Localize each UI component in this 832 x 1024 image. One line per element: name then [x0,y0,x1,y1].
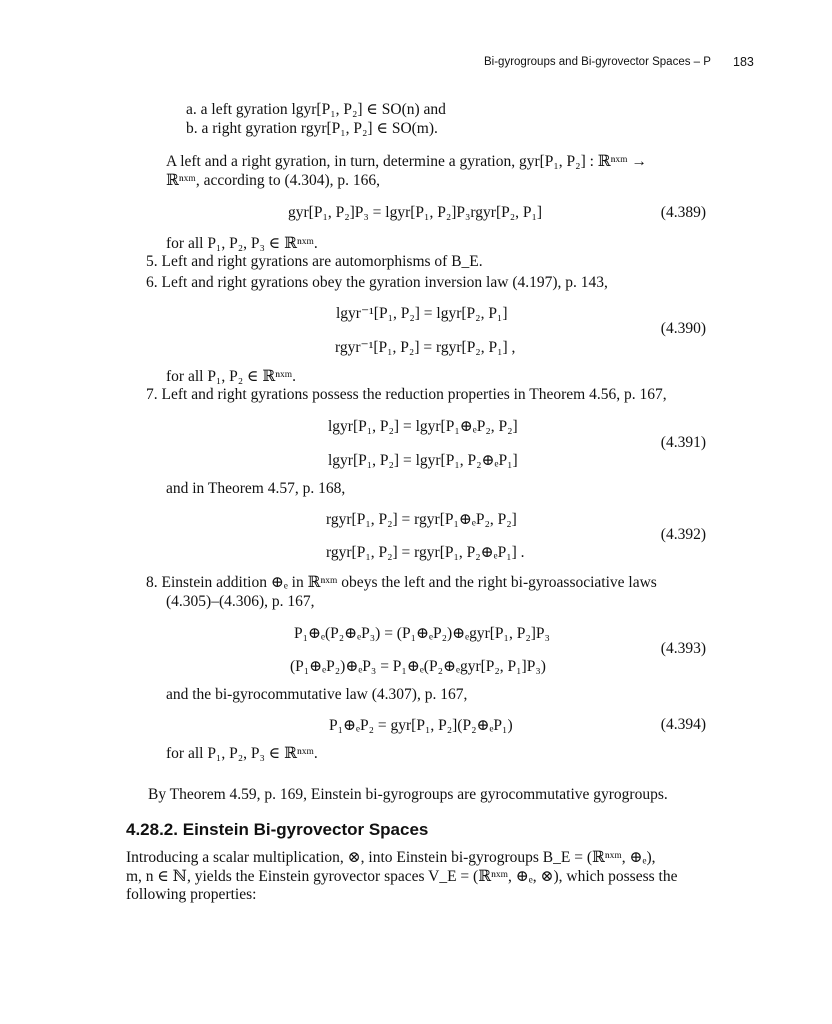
equation-4-393-line1: P₁⊕ₑ(P₂⊕ₑP₃) = (P₁⊕ₑP₂)⊕ₑgyr[P₁, P₂]P₃ [294,625,550,642]
equation-4-392-line1: rgyr[P₁, P₂] = rgyr[P₁⊕ₑP₂, P₂] [326,511,517,528]
intro-line2: m, n ∈ ℕ, yields the Einstein gyrovector spaces V_E = (ℝⁿˣᵐ, ⊕ₑ, ⊗), which possess the [126,868,678,885]
equation-4-391-line2: lgyr[P₁, P₂] = lgyr[P₁, P₂⊕ₑP₁] [328,452,518,469]
item-5: 5. Left and right gyrations are automorphisms of B_E. [146,253,483,270]
item-8-line2: (4.305)–(4.306), p. 167, [166,593,315,610]
item-8-line1: 8. Einstein addition ⊕ₑ in ℝⁿˣᵐ obeys the left and the right bi-gyroassociative laws [146,574,657,591]
section-title: Einstein Bi-gyrovector Spaces [182,820,429,839]
equation-number-4-390: (4.390) [660,320,706,337]
item-6: 6. Left and right gyrations obey the gyration inversion law (4.197), p. 143, [146,274,608,291]
running-title: Bi-gyrogroups and Bi-gyrovector Spaces – P [484,56,711,68]
gyration-paragraph-line1: A left and a right gyration, in turn, determine a gyration, gyr[P₁, P₂] : ℝⁿˣᵐ → [166,153,647,170]
equation-4-392-line2: rgyr[P₁, P₂] = rgyr[P₁, P₂⊕ₑP₁] . [326,544,525,561]
intro-line3: following properties: [126,886,257,903]
section-number: 4.28.2. [126,820,178,839]
theorem-4-59-paragraph: By Theorem 4.59, p. 169, Einstein bi-gyrogroups are gyrocommutative gyrogroups. [148,786,668,803]
forall-line-3: for all P₁, P₂, P₃ ∈ ℝⁿˣᵐ. [166,745,318,762]
equation-number-4-394: (4.394) [660,716,706,733]
equation-4-391-line1: lgyr[P₁, P₂] = lgyr[P₁⊕ₑP₂, P₂] [328,418,518,435]
equation-4-390-line2: rgyr⁻¹[P₁, P₂] = rgyr[P₂, P₁] , [335,339,516,356]
gyration-paragraph-line2: ℝⁿˣᵐ, according to (4.304), p. 166, [166,172,381,189]
equation-number-4-389: (4.389) [660,204,706,221]
forall-line-2: for all P₁, P₂ ∈ ℝⁿˣᵐ. [166,368,297,385]
bi-gyrocommutative-line: and the bi-gyrocommutative law (4.307), p. 167, [166,686,468,703]
item-a: a. a left gyration lgyr[P₁, P₂] ∈ SO(n) and [186,101,446,118]
equation-number-4-391: (4.391) [660,434,706,451]
item-7: 7. Left and right gyrations possess the reduction properties in Theorem 4.56, p. 167, [146,386,667,403]
equation-4-394: P₁⊕ₑP₂ = gyr[P₁, P₂](P₂⊕ₑP₁) [329,717,513,734]
equation-4-393-line2: (P₁⊕ₑP₂)⊕ₑP₃ = P₁⊕ₑ(P₂⊕ₑgyr[P₂, P₁]P₃) [290,658,546,675]
item-b: b. a right gyration rgyr[P₁, P₂] ∈ SO(m). [186,120,438,137]
intro-line1: Introducing a scalar multiplication, ⊗, into Einstein bi-gyrogroups B_E = (ℝⁿˣᵐ, ⊕ₑ), [126,849,656,866]
page-number: 183 [733,55,754,69]
section-heading [126,820,428,840]
equation-number-4-392: (4.392) [660,526,706,543]
forall-line-1: for all P₁, P₂, P₃ ∈ ℝⁿˣᵐ. [166,235,318,252]
theorem-4-57-line: and in Theorem 4.57, p. 168, [166,480,346,497]
equation-number-4-393: (4.393) [660,640,706,657]
equation-4-389: gyr[P₁, P₂]P₃ = lgyr[P₁, P₂]P₃rgyr[P₂, P₁] [288,204,543,221]
equation-4-390-line1: lgyr⁻¹[P₁, P₂] = lgyr[P₂, P₁] [336,305,508,322]
